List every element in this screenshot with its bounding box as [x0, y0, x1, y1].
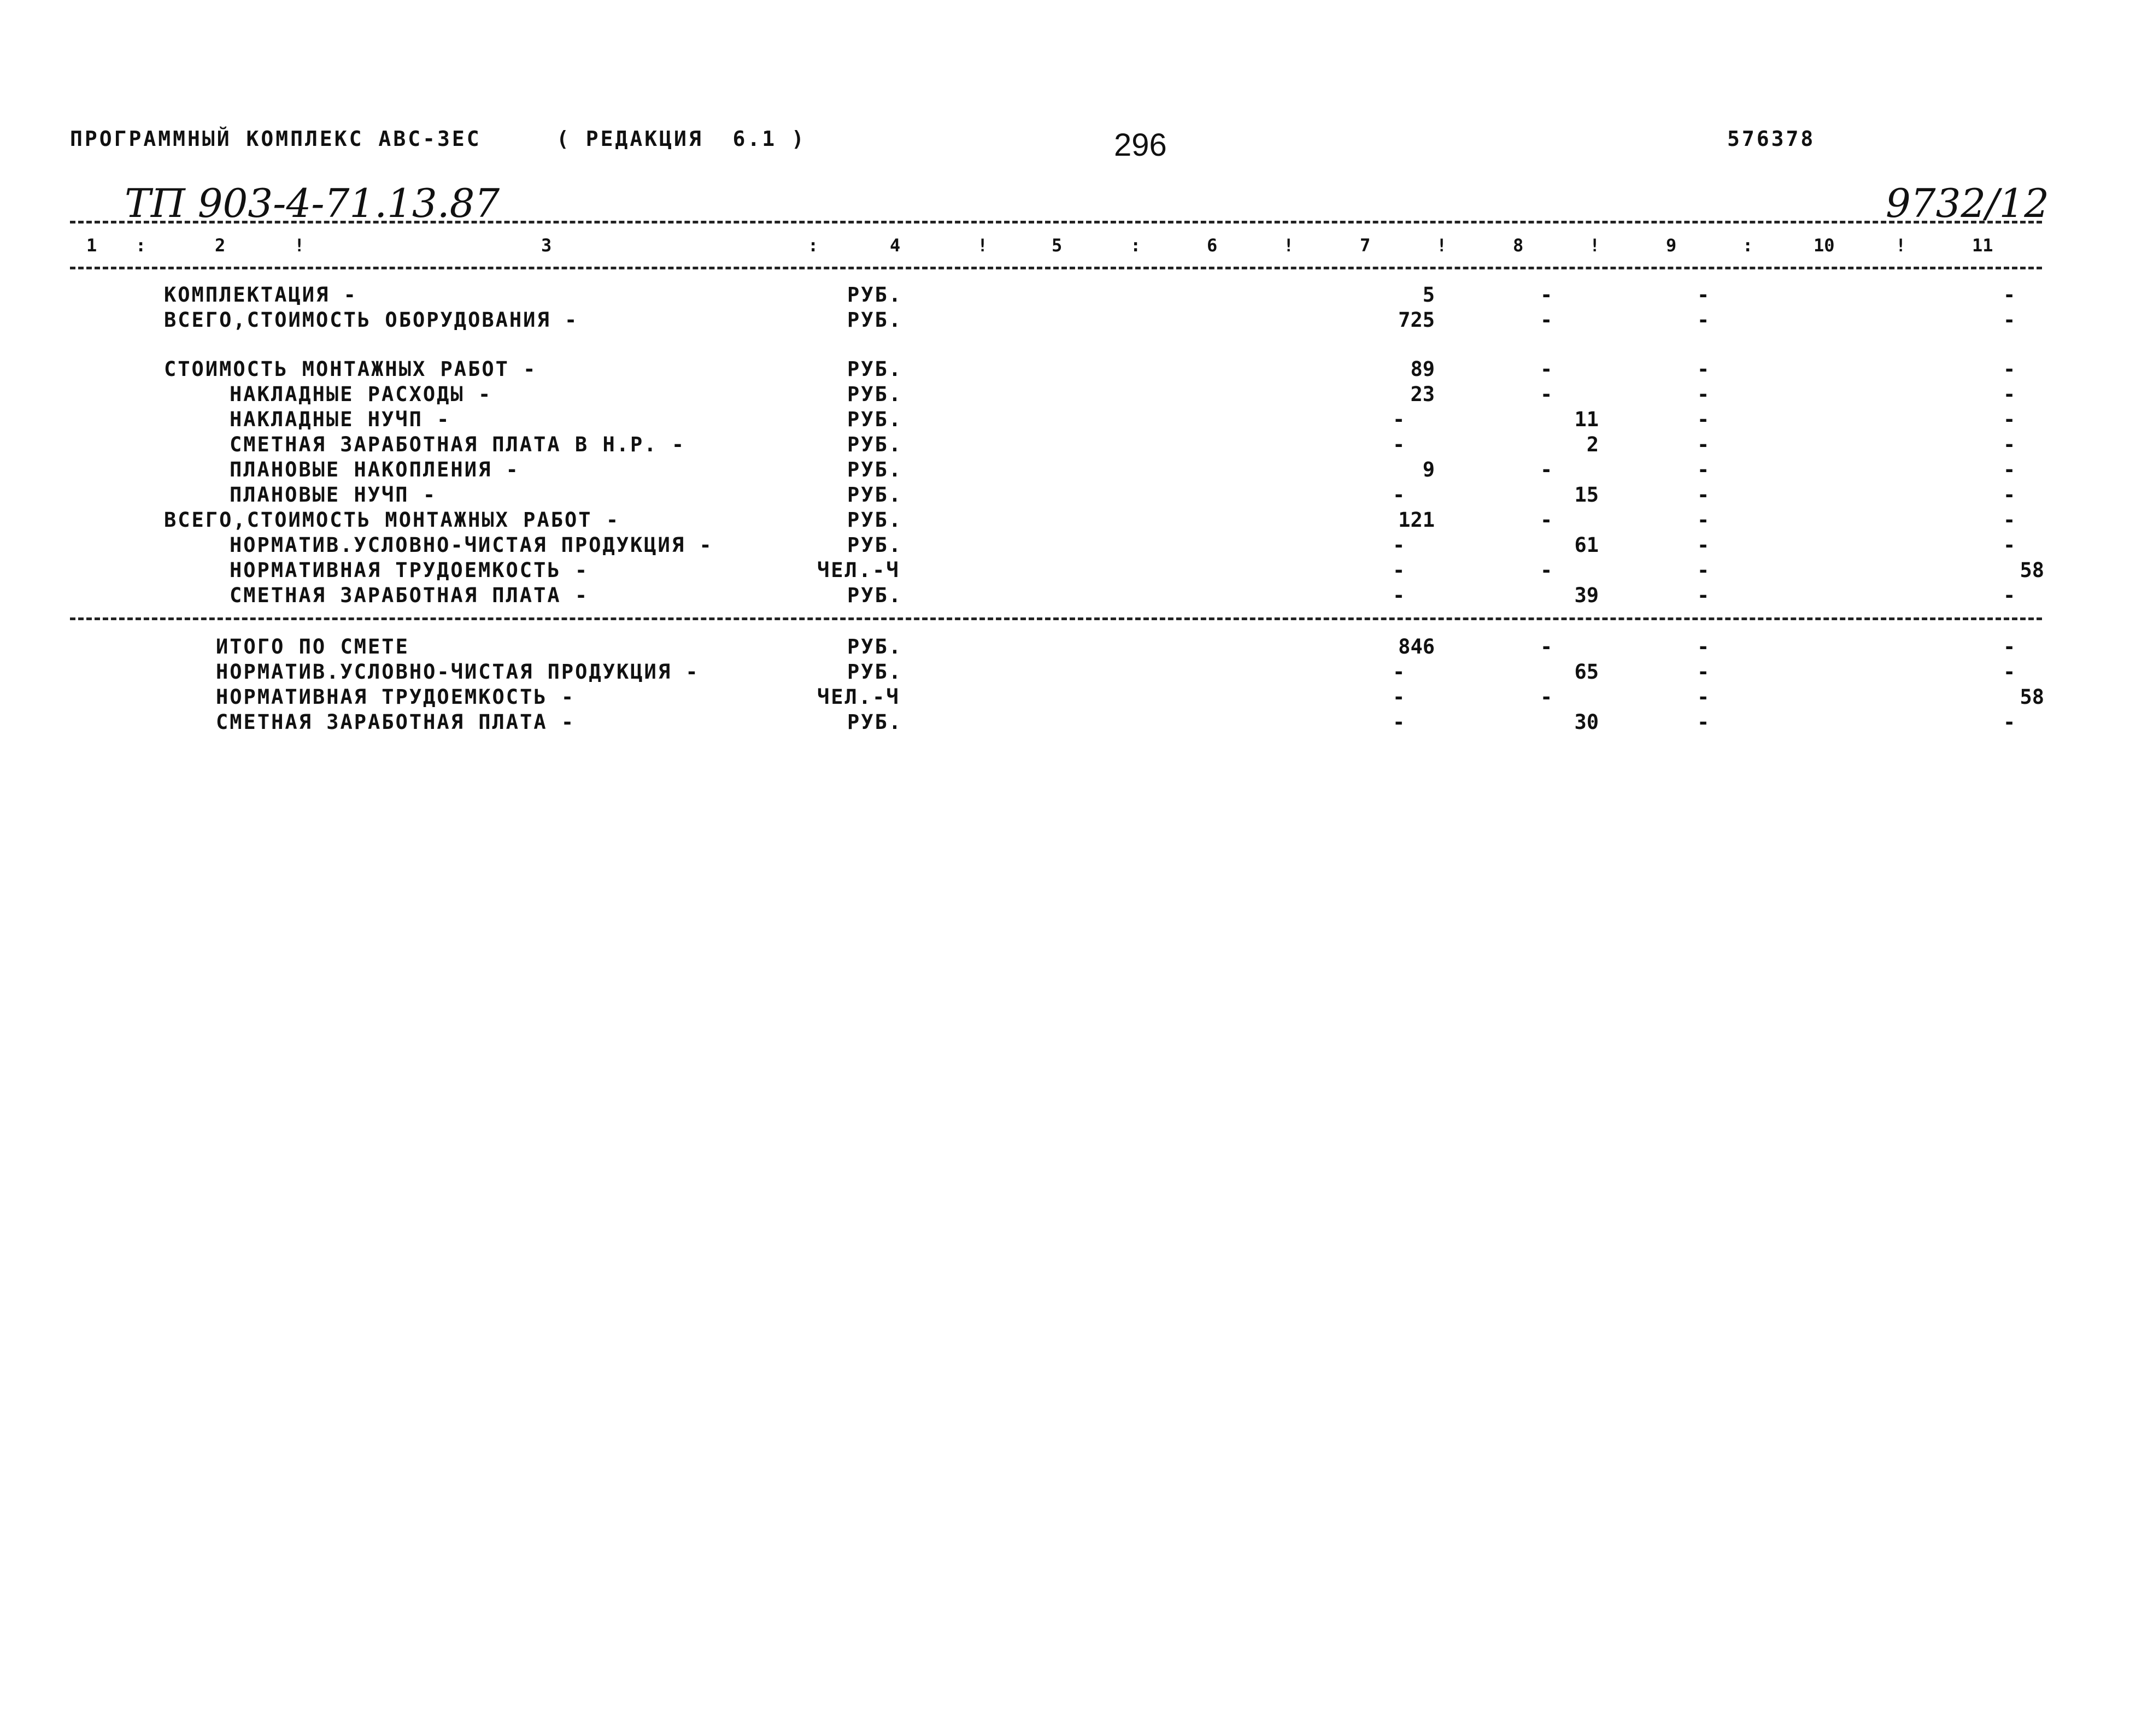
row-col8: - [1540, 685, 1553, 709]
row-unit: РУБ. [847, 483, 903, 507]
column-separator: ! [294, 235, 305, 256]
row-col8: 61 [1574, 533, 1599, 557]
row-col9: - [1697, 408, 1710, 431]
row-unit: РУБ. [847, 308, 903, 332]
row-col9: - [1697, 458, 1710, 481]
row-col8: - [1540, 458, 1553, 481]
column-number: 5 [1052, 235, 1063, 256]
project-reference: ТП 903-4-71.13.87 [125, 180, 500, 226]
row-label: ПЛАНОВЫЕ НАКОПЛЕНИЯ - [230, 458, 520, 481]
row-col7: - [1393, 483, 1405, 507]
column-number: 6 [1207, 235, 1218, 256]
row-unit: РУБ. [847, 660, 903, 684]
sheet-reference: 9732/12 [1886, 180, 2050, 226]
row-label: НОРМАТИВ.УСЛОВНО-ЧИСТАЯ ПРОДУКЦИЯ - [230, 533, 713, 557]
row-col11: - [2003, 635, 2016, 658]
row-col9: - [1697, 433, 1710, 456]
row-col9: - [1697, 558, 1710, 582]
row-col11: 58 [2020, 558, 2044, 582]
row-label: КОМПЛЕКТАЦИЯ - [164, 283, 357, 307]
row-col7: 5 [1422, 283, 1435, 307]
row-unit: ЧЕЛ.-Ч [817, 685, 900, 709]
row-unit: ЧЕЛ.-Ч [817, 558, 900, 582]
row-col11: - [2003, 584, 2016, 607]
row-col7: 725 [1398, 308, 1435, 332]
column-separator: : [1130, 235, 1141, 256]
row-unit: РУБ. [847, 584, 903, 607]
page-number: 296 [1114, 127, 1167, 163]
row-col7: 89 [1410, 357, 1435, 381]
column-separator: ! [977, 235, 988, 256]
row-unit: РУБ. [847, 635, 903, 658]
row-label: СМЕТНАЯ ЗАРАБОТНАЯ ПЛАТА В Н.Р. - [230, 433, 686, 456]
row-col11: - [2003, 710, 2016, 734]
row-col9: - [1697, 283, 1710, 307]
row-col9: - [1697, 660, 1710, 684]
row-col7: - [1393, 685, 1405, 709]
row-unit: РУБ. [847, 408, 903, 431]
row-col8: 65 [1574, 660, 1599, 684]
document-code: 576378 [1727, 127, 1816, 151]
row-col7: - [1393, 533, 1405, 557]
row-label: НОРМАТИВНАЯ ТРУДОЕМКОСТЬ - [216, 685, 576, 709]
column-separator: : [1742, 235, 1753, 256]
row-unit: РУБ. [847, 433, 903, 456]
row-col9: - [1697, 357, 1710, 381]
column-number: 10 [1814, 235, 1835, 256]
row-unit: РУБ. [847, 508, 903, 532]
row-label: НОРМАТИВНАЯ ТРУДОЕМКОСТЬ - [230, 558, 589, 582]
row-col9: - [1697, 508, 1710, 532]
row-unit: РУБ. [847, 382, 903, 406]
column-separator: ! [1896, 235, 1906, 256]
row-label: СМЕТНАЯ ЗАРАБОТНАЯ ПЛАТА - [216, 710, 576, 734]
row-col8: 39 [1574, 584, 1599, 607]
row-col7: 121 [1398, 508, 1435, 532]
column-number: 7 [1360, 235, 1371, 256]
column-number: 8 [1513, 235, 1524, 256]
row-label: НАКЛАДНЫЕ РАСХОДЫ - [230, 382, 492, 406]
header-top-rule [70, 221, 2042, 223]
row-col11: 58 [2020, 685, 2044, 709]
column-number: 2 [215, 235, 226, 256]
row-col11: - [2003, 283, 2016, 307]
row-col11: - [2003, 533, 2016, 557]
column-number: 4 [890, 235, 901, 256]
row-col9: - [1697, 533, 1710, 557]
row-col9: - [1697, 710, 1710, 734]
row-col8: 30 [1574, 710, 1599, 734]
row-col11: - [2003, 357, 2016, 381]
column-number: 9 [1666, 235, 1677, 256]
edition-label: ( РЕДАКЦИЯ 6.1 ) [556, 127, 806, 151]
row-label: ВСЕГО,СТОИМОСТЬ ОБОРУДОВАНИЯ - [164, 308, 579, 332]
row-col9: - [1697, 584, 1710, 607]
row-col8: 15 [1574, 483, 1599, 507]
row-col9: - [1697, 635, 1710, 658]
row-label: СТОИМОСТЬ МОНТАЖНЫХ РАБОТ - [164, 357, 537, 381]
row-col9: - [1697, 483, 1710, 507]
row-label: ПЛАНОВЫЕ НУЧП - [230, 483, 437, 507]
column-number: 1 [86, 235, 97, 256]
row-col7: - [1393, 660, 1405, 684]
column-separator: ! [1589, 235, 1600, 256]
row-col7: - [1393, 584, 1405, 607]
row-label: ИТОГО ПО СМЕТЕ [216, 635, 409, 658]
row-col8: - [1540, 357, 1553, 381]
row-col8: - [1540, 283, 1553, 307]
row-col8: - [1540, 308, 1553, 332]
row-col11: - [2003, 382, 2016, 406]
row-col8: - [1540, 508, 1553, 532]
row-col11: - [2003, 660, 2016, 684]
column-number: 11 [1972, 235, 1993, 256]
row-col11: - [2003, 458, 2016, 481]
row-unit: РУБ. [847, 458, 903, 481]
row-col9: - [1697, 685, 1710, 709]
row-col11: - [2003, 408, 2016, 431]
row-col7: - [1393, 408, 1405, 431]
row-col9: - [1697, 382, 1710, 406]
row-unit: РУБ. [847, 357, 903, 381]
row-col11: - [2003, 483, 2016, 507]
row-col9: - [1697, 308, 1710, 332]
column-separator: ! [1436, 235, 1447, 256]
row-col8: - [1540, 635, 1553, 658]
column-separator: : [136, 235, 146, 256]
row-col7: 846 [1398, 635, 1435, 658]
row-col7: - [1393, 710, 1405, 734]
row-col8: - [1540, 382, 1553, 406]
row-col7: 9 [1422, 458, 1435, 481]
row-col11: - [2003, 308, 2016, 332]
column-number: 3 [541, 235, 552, 256]
row-label: НОРМАТИВ.УСЛОВНО-ЧИСТАЯ ПРОДУКЦИЯ - [216, 660, 700, 684]
program-name: ПРОГРАММНЫЙ КОМПЛЕКС АВС-ЗЕС [70, 127, 482, 151]
row-col7: - [1393, 433, 1405, 456]
row-col11: - [2003, 433, 2016, 456]
row-col8: 2 [1586, 433, 1599, 456]
header-bottom-rule [70, 267, 2042, 269]
row-label: ВСЕГО,СТОИМОСТЬ МОНТАЖНЫХ РАБОТ - [164, 508, 620, 532]
row-unit: РУБ. [847, 283, 903, 307]
row-label: СМЕТНАЯ ЗАРАБОТНАЯ ПЛАТА - [230, 584, 589, 607]
row-unit: РУБ. [847, 533, 903, 557]
totals-separator-rule [70, 617, 2042, 620]
row-unit: РУБ. [847, 710, 903, 734]
column-separator: ! [1283, 235, 1294, 256]
column-separator: : [808, 235, 819, 256]
row-col8: - [1540, 558, 1553, 582]
row-col8: 11 [1574, 408, 1599, 431]
row-col7: 23 [1410, 382, 1435, 406]
row-col11: - [2003, 508, 2016, 532]
row-label: НАКЛАДНЫЕ НУЧП - [230, 408, 451, 431]
row-col7: - [1393, 558, 1405, 582]
